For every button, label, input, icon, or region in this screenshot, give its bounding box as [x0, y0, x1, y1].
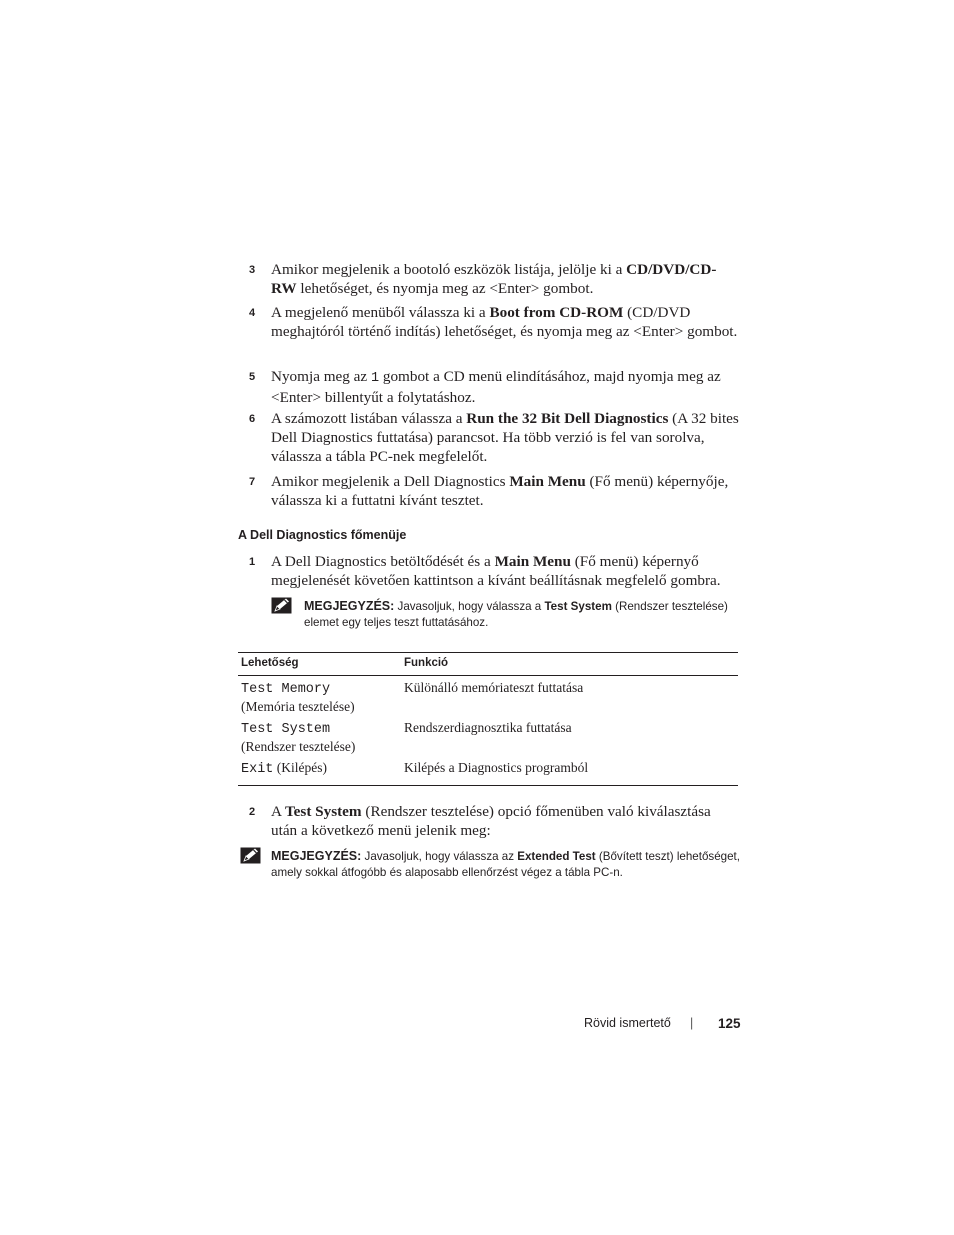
text-run: A Dell Diagnostics betöltődését és a	[271, 553, 495, 570]
section-heading: A Dell Diagnostics főmenüje	[238, 528, 407, 542]
column-header-option: Lehetőség	[238, 653, 401, 676]
function-cell: Rendszerdiagnosztika futtatása	[404, 720, 572, 735]
step-number: 3	[249, 264, 256, 276]
option-description: (Kilépés)	[273, 760, 328, 775]
text-run: Javasoljuk, hogy válassza az	[361, 850, 518, 863]
bold-term: Main Menu	[509, 473, 586, 490]
step-number: 1	[249, 556, 256, 568]
page-number: 125	[718, 1016, 741, 1031]
option-cell	[238, 717, 401, 757]
bold-term: Test System	[544, 600, 612, 613]
option-code: Test System	[241, 722, 331, 737]
bold-term: CD/DVD/CD-RW	[271, 261, 717, 298]
text-run: (Rendszer tesztelése) elemet egy teljes teszt futtatásához.	[304, 600, 728, 629]
note-2	[240, 848, 740, 881]
note-text	[304, 598, 741, 631]
step-number: 5	[249, 371, 256, 383]
text-run: Nyomja meg az	[271, 368, 371, 385]
table-header-row	[238, 653, 738, 676]
note-text	[271, 848, 740, 881]
text-run: A	[271, 803, 285, 820]
step-6	[249, 409, 739, 467]
note-1	[271, 598, 741, 631]
step-text	[271, 303, 739, 341]
footer-section-title: Rövid ismertető	[584, 1016, 671, 1030]
option-code: Exit	[241, 762, 274, 777]
text-run: (Fő menü) képernyője, válassza ki a futtatni kívánt tesztet.	[271, 473, 729, 510]
options-table	[238, 652, 738, 786]
step-text	[271, 409, 739, 467]
text-run: Amikor megjelenik a bootoló eszközök listája, jelölje ki a	[271, 261, 627, 278]
option-description: (Memória tesztelése)	[241, 698, 355, 714]
step-text	[271, 472, 739, 510]
step-4	[249, 303, 739, 341]
bold-term: Extended Test	[517, 850, 596, 863]
text-run: lehetőséget, és nyomja meg az <Enter> gombot.	[296, 280, 594, 298]
step-text	[271, 802, 739, 840]
step-number: 7	[249, 476, 256, 488]
step-number: 2	[249, 806, 256, 818]
step-text	[271, 552, 739, 590]
pencil-note-icon	[240, 847, 262, 865]
step-text	[271, 367, 739, 407]
note-label: MEGJEGYZÉS:	[304, 599, 395, 613]
step-2	[249, 802, 739, 840]
note-label: MEGJEGYZÉS:	[271, 849, 362, 863]
text-run: Amikor megjelenik a Dell Diagnostics	[271, 473, 510, 490]
table-row	[238, 757, 738, 785]
text-run: Javasoljuk, hogy válassza a	[394, 600, 545, 613]
bold-term: Test System	[284, 803, 362, 820]
text-run: A megjelenő menüből válassza ki a	[271, 304, 490, 321]
option-code: Test Memory	[241, 682, 331, 697]
step-1	[249, 552, 739, 590]
option-description: (Rendszer tesztelése)	[241, 738, 356, 754]
text-run: A számozott listában válassza a	[271, 410, 467, 427]
text-run: gombot a CD menü elindításához, majd nyomja meg az <Enter> billentyűt a folytatáshoz.	[271, 368, 721, 407]
option-cell	[238, 757, 401, 785]
step-number: 6	[249, 413, 256, 425]
text-run: (CD/DVD meghajtóról történő indítás) lehetőséget, és nyomja meg az <Enter> gombot.	[271, 304, 738, 341]
column-header-function: Funkció	[401, 653, 738, 676]
step-5	[249, 367, 739, 407]
text-run: (Rendszer tesztelése) opció főmenüben való kiválasztása után a következő menü jelenik meg:	[271, 803, 711, 840]
step-3	[249, 260, 739, 298]
step-text	[271, 260, 739, 298]
bold-term: Main Menu	[494, 553, 571, 570]
key-code: 1	[370, 371, 380, 386]
table-row	[238, 676, 738, 718]
text-run: (Fő menü) képernyő megjelenését követően kattintson a kívánt beállításnak megfelelő gombra.	[271, 553, 721, 590]
text-run: (A 32 bites Dell Diagnostics futtatása) parancsot. Ha több verzió is fel van sorolva, válassza a tábla PC-nek megfelelőt.	[271, 410, 739, 466]
function-cell: Kilépés a Diagnostics programból	[401, 757, 738, 785]
bold-term: Run the 32 Bit Dell Diagnostics	[466, 410, 669, 427]
pencil-note-icon	[271, 597, 293, 615]
footer-separator: |	[690, 1016, 694, 1030]
text-run: (Bővített teszt) lehetőséget, amely sokkal átfogóbb és alaposabb ellenőrzést végez a tábla PC-n.	[271, 850, 740, 879]
table-row	[238, 717, 738, 757]
bold-term: Boot from CD-ROM	[489, 304, 624, 321]
option-cell	[238, 676, 401, 718]
step-number: 4	[249, 307, 256, 319]
function-cell: Különálló memóriateszt futtatása	[404, 680, 584, 695]
step-7	[249, 472, 739, 510]
